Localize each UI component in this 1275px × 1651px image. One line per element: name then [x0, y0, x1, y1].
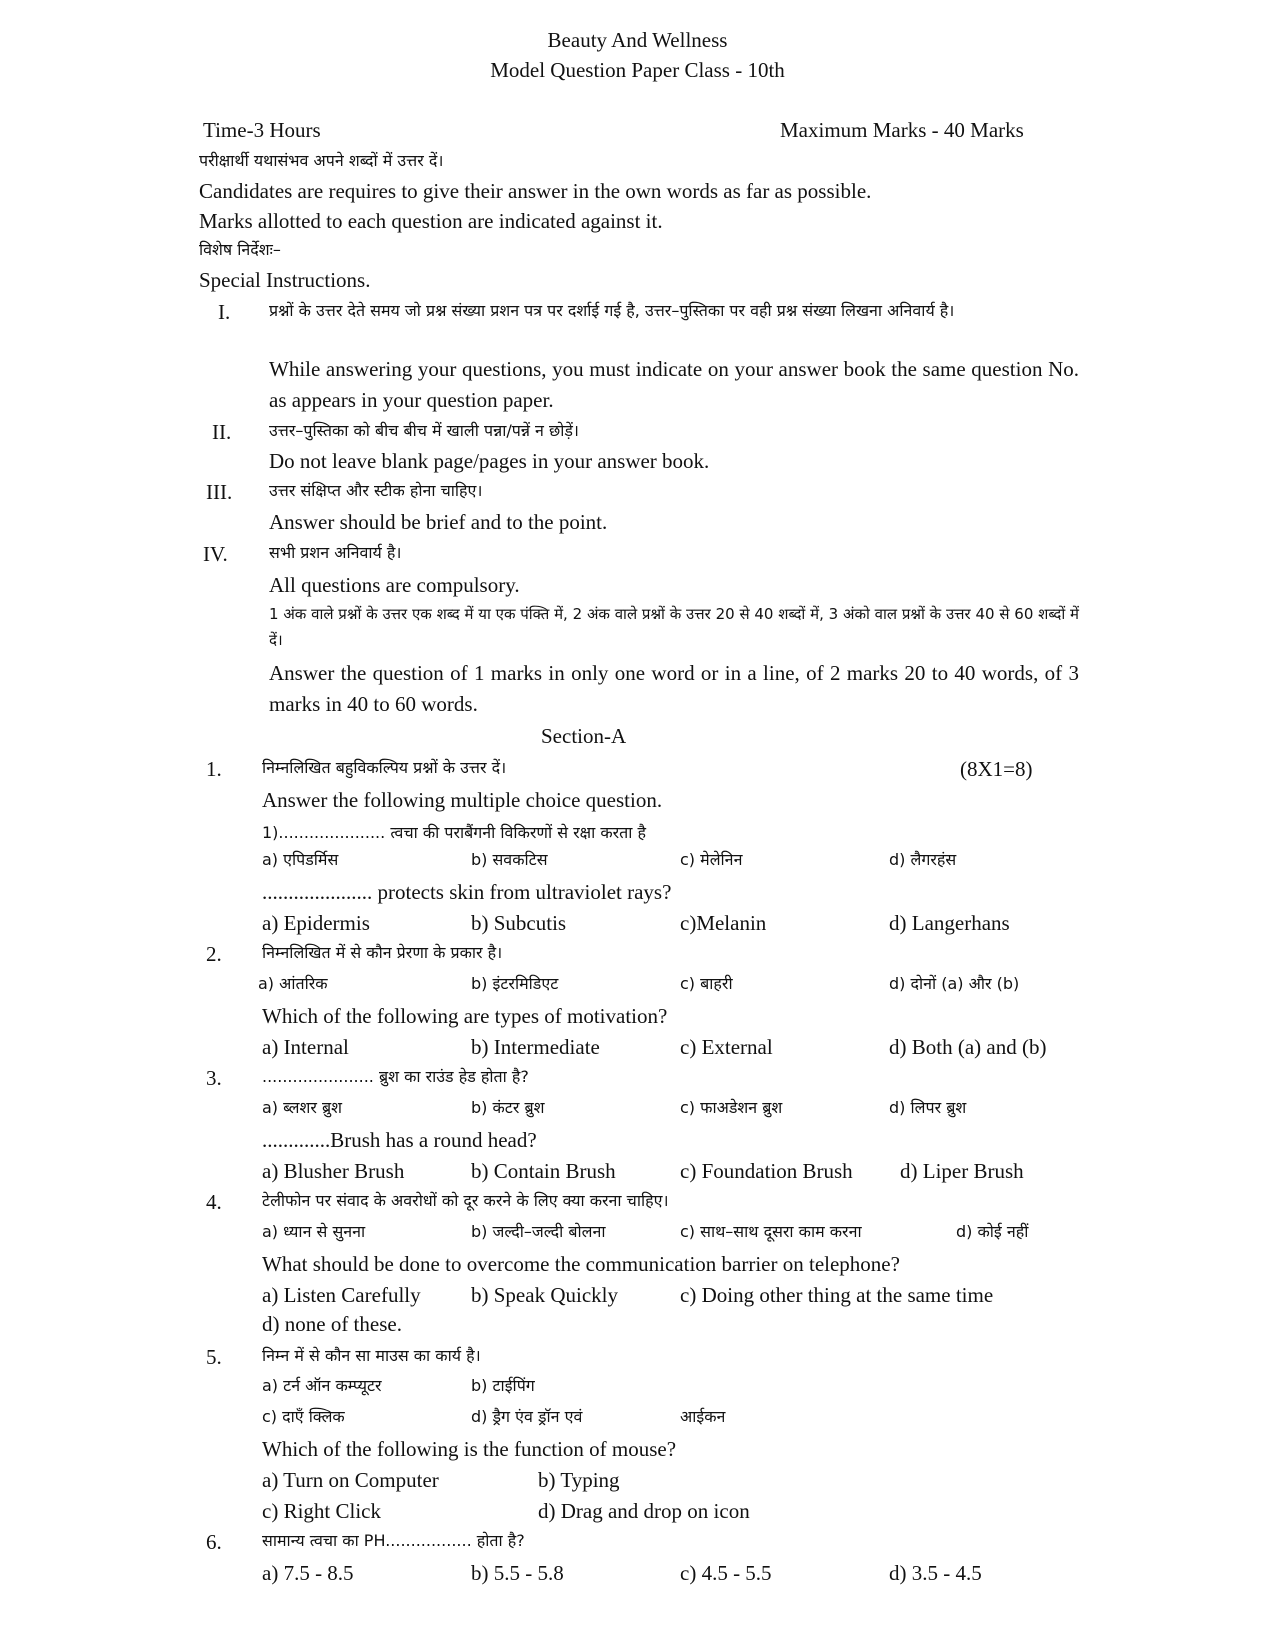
option-b-en: b) Contain Brush [471, 1159, 616, 1183]
option-d: d) 3.5 - 4.5 [889, 1561, 982, 1585]
time-allowed: Time-3 Hours [203, 118, 321, 142]
instruction-hi: उत्तर–पुस्तिका को बीच बीच में खाली पन्ना/पन्नें न छोड़ें। [269, 421, 579, 440]
option-c-hi: c) बाहरी [680, 974, 733, 993]
option-b: b) 5.5 - 5.8 [471, 1561, 564, 1585]
paper-subtitle: Model Question Paper Class - 10th [490, 58, 785, 82]
hi-special-instructions: विशेष निर्देशः– [199, 240, 281, 259]
question-hi: सामान्य त्वचा का PH................. होता है? [262, 1531, 525, 1550]
option-c-en: c) Foundation Brush [680, 1159, 853, 1183]
instruction-en: While answering your questions, you must indicate on your answer book the same question No. as appears in your question paper. [269, 357, 1079, 412]
instruction-number: II. [212, 420, 232, 444]
option-b-hi: b) जल्दी–जल्दी बोलना [471, 1222, 606, 1241]
option-a-hi: a) ब्लशर ब्रुश [262, 1098, 343, 1117]
paper-title: Beauty And Wellness [547, 28, 728, 52]
question-marks: (8X1=8) [960, 757, 1033, 781]
option-a-en: a) Epidermis [262, 911, 370, 935]
question-hi: टेलीफोन पर संवाद के अवरोधों को दूर करने के लिए क्या करना चाहिए। [262, 1191, 669, 1210]
option-d-en: d) Langerhans [889, 911, 1010, 935]
option-b-hi: b) इंटरमिडिएट [471, 974, 559, 993]
option-b-en: b) Speak Quickly [471, 1283, 618, 1307]
instruction-en: Answer should be brief and to the point. [269, 510, 608, 534]
instruction-hi: सभी प्रशन अनिवार्य है। [269, 543, 402, 562]
option-a-en: a) Internal [262, 1035, 349, 1059]
option-d-hi: d) लैगरहंस [889, 850, 957, 869]
option-c-en: c) Doing other thing at the same time [680, 1283, 994, 1307]
option-c-hi: c) साथ–साथ दूसरा काम करना [680, 1222, 862, 1241]
instruction-hi: उत्तर संक्षिप्त और स्टीक होना चाहिए। [269, 481, 483, 500]
subquestion-hi-text: 1)..................... त्वचा की पराबैंगनी विकिरणों से रक्षा करता है [262, 823, 647, 842]
question-en: What should be done to overcome the communication barrier on telephone? [262, 1252, 900, 1276]
option-d-hi: d) ड्रैग एंव ड्रॉन एवं [471, 1407, 583, 1426]
en-special-instructions: Special Instructions. [199, 268, 371, 292]
question-number: 4. [206, 1190, 222, 1214]
instruction-number: IV. [203, 542, 228, 566]
option-d-hi: d) लिपर ब्रुश [889, 1098, 967, 1117]
option-c-hi: c) फाअडेशन ब्रुश [680, 1098, 783, 1117]
option-b-en: b) Intermediate [471, 1035, 600, 1059]
instruction-number: I. [218, 300, 231, 324]
question-number: 5. [206, 1345, 222, 1369]
instruction-hi-marks: 1 अंक वाले प्रश्नों के उत्तर एक शब्द में या एक पंक्ति में, 2 अंक वाले प्रश्नों के उत्तर 20 से 40 शब्दों में, 3 अंको वाल प्रश्नों के उत्तर 40 से 60 शब्दों में दें। [269, 605, 1079, 649]
subquestion-hi [262, 817, 646, 847]
option-a-hi: a) एपिडर्मिस [262, 850, 339, 869]
option-d-en: d) Drag and drop on icon [538, 1499, 750, 1523]
question-hi: निम्नलिखित में से कौन प्रेरणा के प्रकार है। [262, 943, 503, 962]
option-a: a) 7.5 - 8.5 [262, 1561, 354, 1585]
instruction-en: Do not leave blank page/pages in your answer book. [269, 449, 710, 473]
option-a-en: a) Listen Carefully [262, 1283, 421, 1307]
question-en: Which of the following are types of motivation? [262, 1004, 668, 1028]
option-d-en: d) Both (a) and (b) [889, 1035, 1047, 1059]
question-en: Which of the following is the function of mouse? [262, 1437, 677, 1461]
option-a-hi: a) आंतरिक [258, 974, 328, 993]
option-d-hi: d) कोई नहीं [956, 1222, 1029, 1241]
option-a-hi: a) टर्न ऑन कम्प्यूटर [262, 1376, 382, 1395]
option-d-en: d) none of these. [262, 1312, 402, 1336]
option-a-hi: a) ध्यान से सुनना [262, 1222, 366, 1241]
question-number: 2. [206, 942, 222, 966]
question-hi: ...................... ब्रुश का राउंड हेड होता है? [262, 1067, 529, 1086]
option-d-hi: d) दोनों (a) और (b) [889, 974, 1020, 993]
question-number: 3. [206, 1066, 222, 1090]
option-b-hi: b) सवकटिस [471, 850, 548, 869]
question-number: 1. [206, 757, 222, 781]
question-hi: निम्न में से कौन सा माउस का कार्य है। [262, 1346, 481, 1365]
option-b-en: b) Subcutis [471, 911, 567, 935]
option-d-hi-continued: आईकन [680, 1407, 726, 1426]
option-c-hi: c) मेलेनिन [680, 850, 743, 869]
option-d-en: d) Liper Brush [900, 1159, 1024, 1183]
hi-answer-own-words: परीक्षार्थी यथासंभव अपने शब्दों में उत्तर दें। [199, 151, 444, 170]
option-c: c) 4.5 - 5.5 [680, 1561, 772, 1585]
option-b-hi: b) कंटर ब्रुश [471, 1098, 545, 1117]
option-c-hi: c) दाएँ क्लिक [262, 1407, 345, 1426]
question-en: Answer the following multiple choice question. [262, 788, 663, 812]
en-marks-allotted: Marks allotted to each question are indicated against it. [199, 209, 663, 233]
question-en: .............Brush has a round head? [262, 1128, 537, 1152]
instruction-en: All questions are compulsory. [269, 573, 520, 597]
question-hi: निम्नलिखित बहुविकल्पिय प्रश्नों के उत्तर दें। [262, 758, 507, 777]
instruction-number: III. [206, 480, 233, 504]
subquestion-en: ..................... protects skin from ultraviolet rays? [262, 880, 672, 904]
section-a-title: Section-A [541, 724, 627, 748]
option-a-en: a) Blusher Brush [262, 1159, 405, 1183]
instruction-en-marks: Answer the question of 1 marks in only one word or in a line, of 2 marks 20 to 40 words, of 3 marks in 40 to 60 words. [269, 661, 1079, 716]
option-b-hi: b) टाईपिंग [471, 1376, 535, 1395]
option-c-en: c) Right Click [262, 1499, 381, 1523]
instruction-hi: प्रश्नों के उत्तर देते समय जो प्रश्न संख्या प्रशन पत्र पर दर्शाई गई है, उत्तर–पुस्तिका पर वही प्रश्न संख्या लिखना अनिवार्य है। [269, 301, 955, 320]
question-number: 6. [206, 1530, 222, 1554]
maximum-marks: Maximum Marks - 40 Marks [780, 118, 1024, 142]
option-c-en: c) External [680, 1035, 773, 1059]
option-a-en: a) Turn on Computer [262, 1468, 439, 1492]
option-b-en: b) Typing [538, 1468, 620, 1492]
en-answer-own-words: Candidates are requires to give their answer in the own words as far as possible. [199, 179, 872, 203]
option-c-en: c)Melanin [680, 911, 767, 935]
